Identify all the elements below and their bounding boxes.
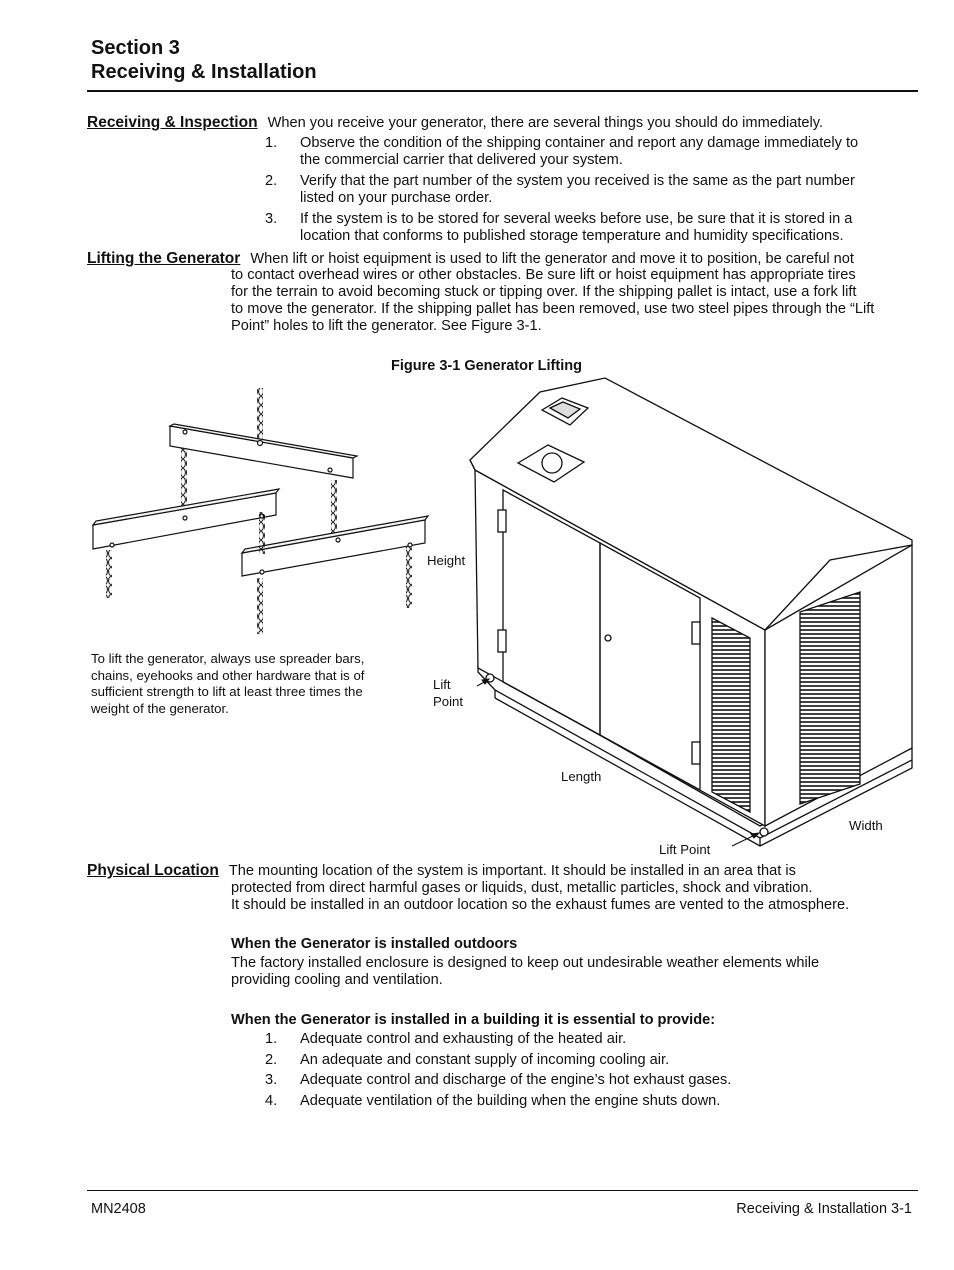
receiving-intro: When you receive your generator, there are several things you should do immediately. xyxy=(267,115,824,131)
outdoor-body: The factory installed enclosure is designed to keep out undesirable weather elements while providing cooling and ventilation. xyxy=(231,955,820,988)
footer-page-label: Receiving & Installation 3-1 xyxy=(736,1201,912,1217)
list-item: 3. Adequate control and discharge of the engine’s hot exhaust gases. xyxy=(265,1072,732,1088)
receiving-heading: Receiving & Inspection xyxy=(87,114,258,131)
lifting-body: to contact overhead wires or other obstacles. Be sure lift or hoist equipment has appropriate tires for the terrain to avoid becoming stuck or tipping over. If the shipping pallet is intact, use a fork lift to move the generator. If the shipping pallet has been removed, use two steel pipes through the “Lift Point” holes to lift the generator. See Figure 3-1. xyxy=(231,267,875,334)
page-title: Receiving & Installation xyxy=(91,61,317,83)
length-label: Length xyxy=(561,769,602,784)
footer-doc-number: MN2408 xyxy=(91,1201,146,1217)
figure-title: Figure 3-1 Generator Lifting xyxy=(391,358,582,374)
physical-first-line xyxy=(87,862,796,880)
footer-rule xyxy=(87,1190,918,1191)
spreader-bar-assembly xyxy=(93,388,428,634)
lift-point-label: Lift Point xyxy=(659,842,711,857)
building-heading: When the Generator is installed in a building it is essential to provide: xyxy=(231,1012,716,1028)
physical-body: protected from direct harmful gases or liquids, dust, metallic particles, shock and vibration. It should be installed in an outdoor location so the exhaust fumes are vented to the atmosphere. xyxy=(231,880,850,913)
physical-line-1: The mounting location of the system is important. It should be installed in an area that is xyxy=(228,863,796,879)
building-list xyxy=(265,1031,865,1113)
list-item: 2. Verify that the part number of the system you received is the same as the part number listed on your purchase order. xyxy=(265,173,855,206)
list-item: 2. An adequate and constant supply of incoming cooling air. xyxy=(265,1051,670,1068)
list-item: 4. Adequate ventilation of the building when the engine shuts down. xyxy=(265,1092,721,1109)
list-item: 1. Observe the condition of the shipping container and report any damage immediately to the commercial carrier that delivered your system. xyxy=(265,135,859,168)
lifting-heading: Lifting the Generator xyxy=(87,250,241,267)
width-label: Width xyxy=(849,818,883,833)
figure-caption: To lift the generator, always use spreader bars, chains, eyehooks and other hardware that is of sufficient strength to lift at least three times the weight of the generator. xyxy=(91,651,365,716)
lifting-line-1: When lift or hoist equipment is used to lift the generator and move it to position, be careful not xyxy=(250,251,854,267)
lift-label: Lift Point xyxy=(433,677,464,709)
physical-heading: Physical Location xyxy=(87,862,219,879)
list-item: 1. Adequate control and exhausting of the heated air. xyxy=(265,1031,627,1047)
height-label: Height xyxy=(427,553,466,568)
section-number: Section 3 xyxy=(91,37,180,59)
list-item: 3. If the system is to be stored for several weeks before use, be sure that it is stored in a location that conforms to published storage temperature and humidity specifications. xyxy=(265,211,853,244)
generator-enclosure xyxy=(470,378,912,846)
outdoor-heading: When the Generator is installed outdoors xyxy=(231,936,518,952)
